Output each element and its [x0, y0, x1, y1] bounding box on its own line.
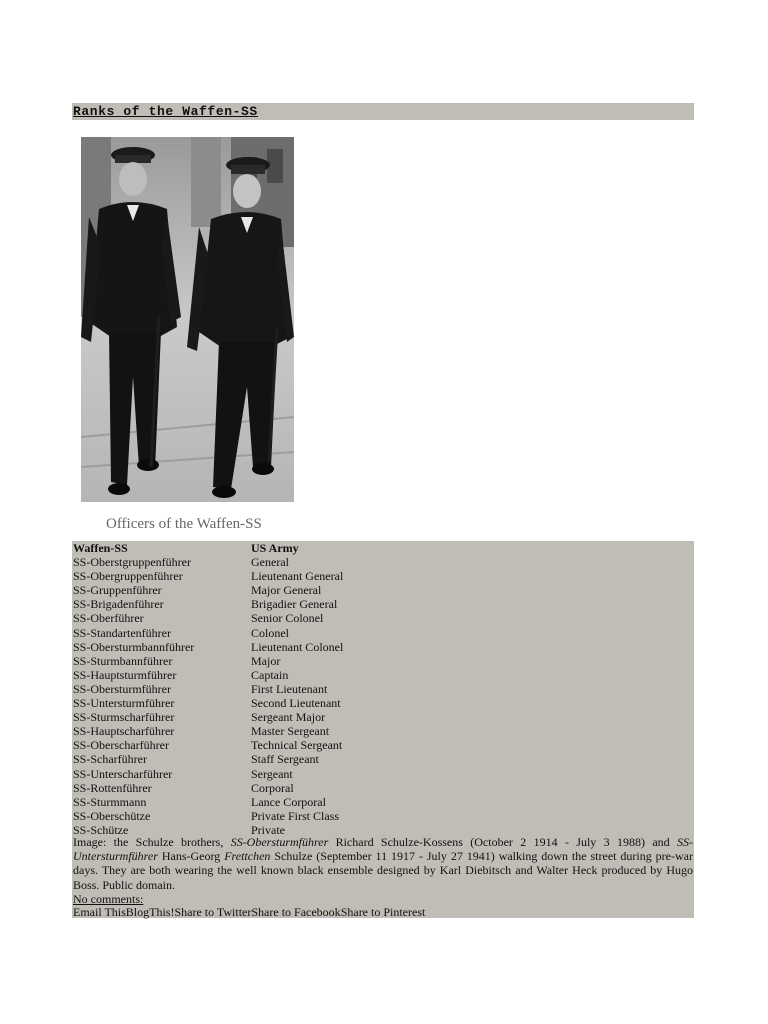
desc-nickname-italic: Frettchen	[224, 849, 271, 864]
ranks-content	[72, 541, 694, 918]
waffen-ss-rank: SS-Obersturmbannführer	[73, 639, 195, 654]
photo-caption: Officers of the Waffen-SS	[106, 516, 262, 532]
waffen-ss-rank: SS-Sturmbannführer	[73, 653, 173, 668]
header-waffen-ss: Waffen-SS	[73, 541, 128, 555]
waffen-ss-rank: SS-Untersturmführer	[73, 696, 175, 710]
us-army-rank: General	[251, 555, 289, 569]
title-bar	[72, 103, 694, 120]
desc-text: Hans-Georg	[157, 849, 225, 864]
comments-link[interactable]: No comments:	[73, 892, 144, 906]
us-army-rank: First Lieutenant	[251, 681, 328, 696]
waffen-ss-rank: SS-Obergruppenführer	[73, 569, 183, 584]
share-pinterest-link[interactable]: Share to Pinterest	[340, 905, 426, 919]
us-army-rank: Brigadier General	[251, 597, 338, 612]
us-army-rank: Master Sergeant	[251, 724, 330, 739]
us-army-rank: Corporal	[251, 780, 294, 795]
us-army-rank: Technical Sergeant	[251, 738, 343, 753]
waffen-ss-rank: SS-Sturmscharführer	[73, 710, 175, 725]
us-army-rank: Sergeant Major	[251, 710, 326, 725]
us-army-rank: Staff Sergeant	[251, 752, 319, 767]
waffen-ss-rank: SS-Oberstgruppenführer	[73, 555, 191, 569]
officers-photo	[81, 137, 294, 502]
page-title: Ranks of the Waffen-SS	[73, 104, 258, 119]
header-us-army: US Army	[251, 541, 299, 555]
us-army-rank: Captain	[251, 667, 289, 682]
share-twitter-link[interactable]: Share to Twitter	[174, 905, 252, 919]
us-army-rank: Lance Corporal	[251, 794, 326, 809]
waffen-ss-rank: SS-Brigadenführer	[73, 597, 164, 612]
us-army-rank: Private First Class	[251, 808, 340, 823]
waffen-ss-rank: SS-Standartenführer	[73, 625, 171, 640]
desc-rank-italic: SS-Untersturmführer	[73, 835, 694, 864]
waffen-ss-rank: SS-Obersturmführer	[73, 681, 171, 696]
waffen-ss-rank: SS-Hauptscharführer	[73, 724, 175, 739]
desc-text: Schulze (September 11 1917 - July 27 1941) walking down the street during pre-war days. They are both wearing the well known black ensemble designed by Karl Diebitsch and Walter Heck produced by Hugo Boss. Public domain.	[73, 849, 693, 892]
waffen-ss-rank: SS-Rottenführer	[73, 780, 152, 795]
us-army-rank: Private	[251, 822, 285, 837]
share-facebook-link[interactable]: Share to Facebook	[251, 905, 341, 919]
us-army-rank: Senior Colonel	[251, 611, 324, 626]
share-links	[73, 905, 425, 919]
waffen-ss-rank: SS-Oberführer	[73, 611, 144, 626]
us-army-rank: Second Lieutenant	[251, 696, 341, 710]
desc-text: Richard Schulze-Kossens (October 2 1914 - July 3 1988) and	[328, 835, 678, 849]
us-army-rank: Lieutenant Colonel	[251, 639, 344, 654]
waffen-ss-rank: SS-Oberschütze	[73, 808, 151, 823]
desc-rank-italic: SS-Obersturmführer	[230, 835, 329, 849]
us-army-rank: Sergeant	[251, 766, 293, 781]
desc-text: Image: the Schulze brothers,	[73, 835, 231, 849]
waffen-ss-rank: SS-Hauptsturmführer	[73, 667, 177, 682]
waffen-ss-rank: SS-Scharführer	[73, 752, 147, 767]
waffen-ss-rank: SS-Unterscharführer	[73, 766, 173, 781]
us-army-rank: Major General	[251, 583, 322, 598]
waffen-ss-rank: SS-Gruppenführer	[73, 583, 162, 598]
waffen-ss-rank: SS-Sturmmann	[73, 794, 147, 809]
us-army-rank: Major	[251, 653, 281, 668]
email-this-link[interactable]: Email This	[73, 905, 126, 919]
waffen-ss-rank: SS-Schütze	[73, 822, 129, 837]
us-army-rank: Colonel	[251, 625, 289, 640]
image-description	[73, 835, 693, 892]
waffen-ss-rank: SS-Oberscharführer	[73, 738, 169, 753]
blog-this-link[interactable]: BlogThis!	[125, 905, 175, 919]
us-army-rank: Lieutenant General	[251, 569, 344, 584]
